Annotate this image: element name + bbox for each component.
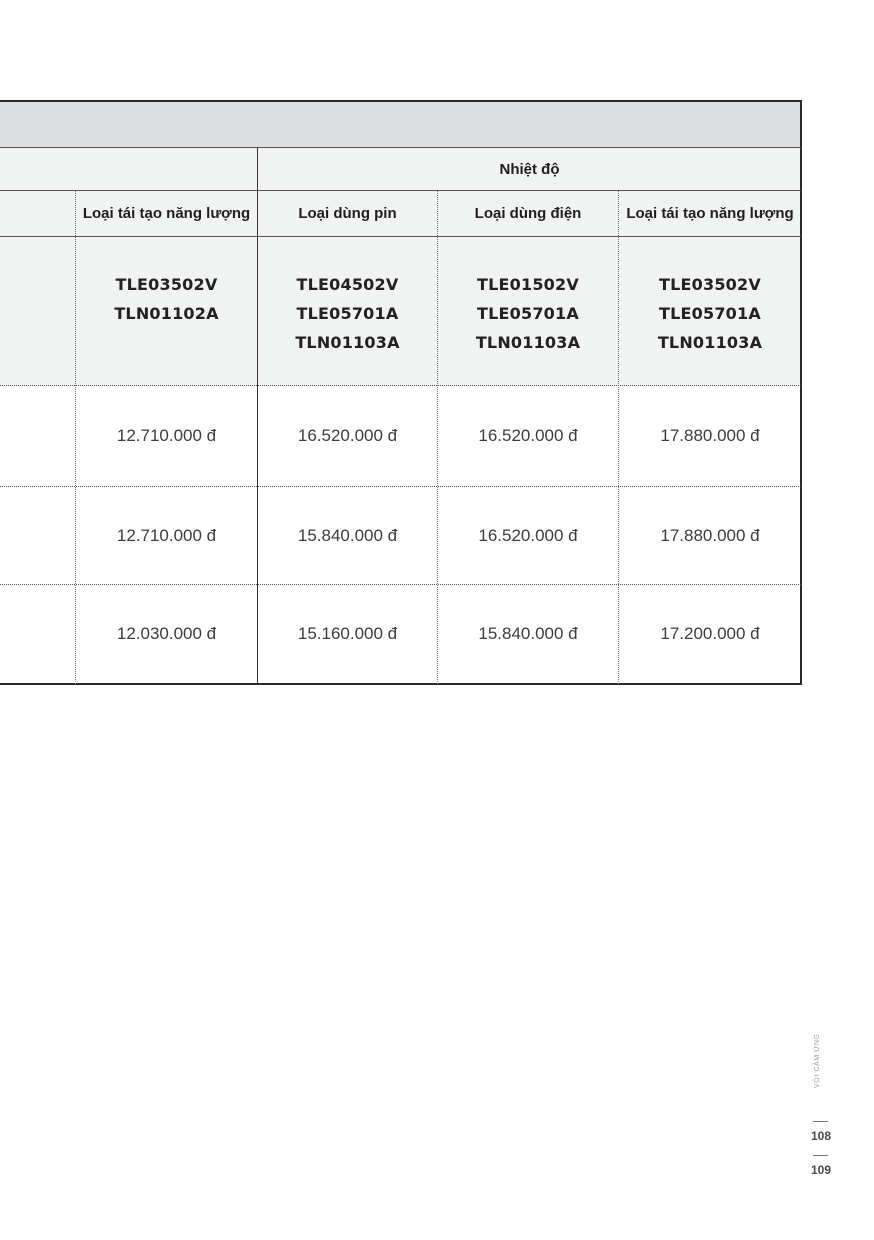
page-divider: [813, 1155, 828, 1156]
price-cell: 17.880.000 đ: [660, 525, 760, 545]
column-header: Loại dùng điện: [474, 205, 582, 222]
price-cell: 17.200.000 đ: [660, 624, 760, 643]
model-code: TLE04502V: [296, 275, 399, 294]
column-header: Loại dùng pin: [298, 205, 397, 222]
group-header-temperature: Nhiệt độ: [499, 160, 560, 178]
price-cell: 12.710.000 đ: [116, 426, 217, 445]
model-code: TLE05701A: [477, 304, 579, 323]
codes-cell: [258, 237, 437, 385]
price-cell: 17.880.000 đ: [660, 426, 760, 445]
page-number-right: 109: [810, 1163, 832, 1177]
price-cell: 15.840.000 đ: [478, 624, 578, 643]
model-code: TLE05701A: [296, 304, 399, 323]
model-code: TLE03502V: [659, 275, 761, 294]
section-label: VÒI CẢM ỨNG: [814, 1033, 821, 1089]
column-header: Loại tái tạo năng lượng: [82, 205, 251, 222]
model-code: TLE03502V: [115, 275, 218, 294]
codes-cell: [76, 237, 257, 385]
column-header: Loại tái tạo năng lượng: [626, 205, 794, 222]
price-cell: 16.520.000 đ: [478, 426, 578, 445]
model-code: TLN01102A: [114, 304, 219, 323]
table-title-band: [0, 100, 802, 147]
page-divider: [813, 1121, 828, 1122]
page-number-left: 108: [810, 1129, 832, 1143]
model-code: TLE05701A: [659, 304, 761, 323]
codes-cell: [619, 237, 801, 385]
price-cell: 15.840.000 đ: [297, 525, 398, 545]
price-cell: 12.710.000 đ: [116, 525, 217, 545]
codes-cell: [438, 237, 618, 385]
model-code: TLN01103A: [657, 333, 763, 352]
price-cell: 12.030.000 đ: [116, 624, 217, 643]
price-cell: 16.520.000 đ: [297, 426, 398, 445]
price-cell: 15.160.000 đ: [297, 624, 398, 643]
model-code: TLN01103A: [295, 333, 400, 352]
model-code: TLN01103A: [475, 333, 581, 352]
price-cell: 16.520.000 đ: [478, 525, 578, 545]
model-code: TLE01502V: [477, 275, 579, 294]
